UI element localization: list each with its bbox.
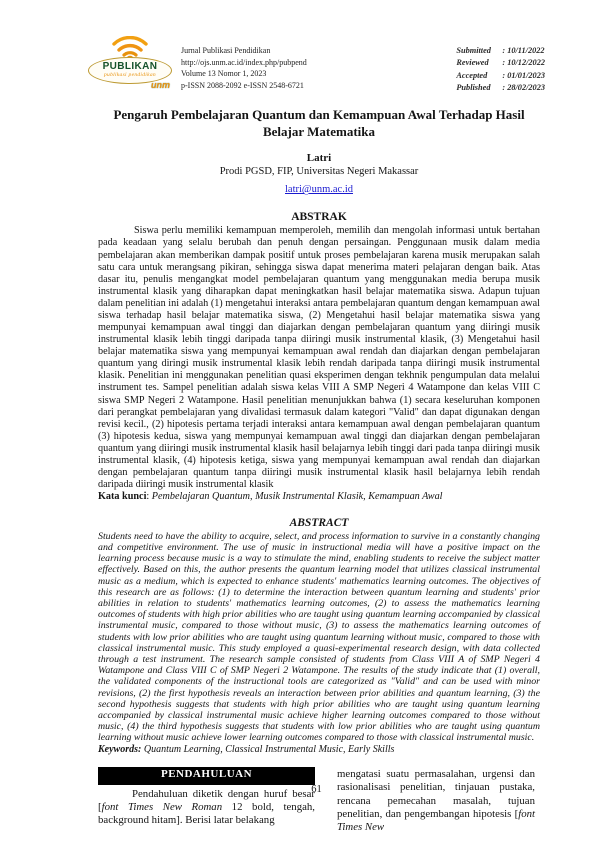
page-header	[0, 0, 600, 95]
author-affiliation: Prodi PGSD, FIP, Universitas Negeri Makassar	[219, 166, 419, 178]
author-email	[98, 178, 540, 198]
paper-title: Pengaruh Pembelajaran Quantum dan Kemampuan Awal Terhadap Hasil Belajar Matematika	[113, 106, 525, 139]
keywords-value: Quantum Learning, Classical Instrumental Music, Early Skills	[143, 744, 395, 756]
page-number: 61	[311, 784, 322, 795]
email-link[interactable]: latri@unm.ac.id	[285, 184, 353, 196]
date-accepted: Accepted : 01/01/2023	[456, 70, 545, 80]
submission-dates	[456, 36, 545, 95]
right-column-paragraph: mengatasi suatu permasalahan, urgensi dan rasionalisasi penelitian, tinjauan pustaka, rencana pemecahan masalah, tujuan penelitian, dan pengembangan hipotesis [font Times New	[337, 767, 535, 834]
abstract-heading: ABSTRACT	[289, 516, 349, 529]
abstract-body	[98, 531, 540, 744]
kata-kunci-label: Kata kunci	[98, 491, 147, 503]
logo-unm-text: unm	[151, 80, 170, 90]
abstrak-heading: ABSTRAK	[291, 211, 347, 224]
date-submitted: Submitted : 10/11/2022	[456, 46, 545, 55]
date-reviewed: Reviewed : 10/12/2022	[456, 58, 545, 68]
left-column-paragraph: Pendahuluan diketik dengan huruf besar [font Times New Roman 12 bold, tengah, background hitam]. Berisi latar belakang	[98, 787, 315, 827]
journal-info	[181, 36, 307, 91]
kata-kunci-value: Pembelajaran Quantum, Musik Instrumental Klasik, Kemampuan Awal	[151, 491, 443, 503]
journal-url: http://ojs.unm.ac.id/index.php/pubpend	[181, 57, 307, 67]
publikan-logo	[88, 36, 174, 92]
date-published: Published : 28/02/2023	[456, 83, 545, 93]
body-columns	[98, 767, 535, 835]
kata-kunci-line: Kata kunci: Pembelajaran Quantum, Musik Instrumental Klasik, Kemampuan Awal	[98, 491, 443, 503]
journal-issn: p-ISSN 2088-2092 e-ISSN 2548-6721	[181, 80, 304, 90]
keywords-line	[98, 744, 540, 757]
logo-tagline: publikasi pendidikan	[104, 72, 156, 79]
journal-volume: Volume 13 Nomor 1, 2023	[181, 69, 267, 79]
abstract-paragraph: Students need to have the ability to acquire, select, and process information to survive in a constantly changing and competitive environment. The use of music in instructional media will have a positive impact on the learning process because music is a way to stimulate the mind, enabling students to receive the subject matter effectively. Based on this, the author presents the quantum learning model that utilizes classical instrumental music as a medium, which is expected to enhance students' mathematics learning outcomes. The objectives of this research are as follows: (1) to determine the interaction between quantum learning and students' prior abilities in relation to students' mathematics learning outcomes, (2) to assess the mathematics learning outcomes of students with high prior abilities who are taught using quantum learning accompanied by classical instrumental music, compared to those without music, (3) to assess the mathematics learning outcomes of students with low prior abilities who are taught using quantum learning without music, compared to those with classical instrumental music. This study employed a quasi-experimental research design, with data collected through a test instrument. The research sample consisted of students from Class VIII A of SMP Negeri 4 Watampone and Class VIII C of SMP Negeri 2 Watampone. The results of the study indicate that (1) overall, the validated components of the instructional tools are categorized as "Valid" and can be used with minor revisions, (2) the first hypothesis reveals an interaction between prior abilities and quantum learning, (3) the second hypothesis suggests that students with high prior abilities who are taught using quantum learning accompanied by classical instrumental music achieve higher learning outcomes compared to those without music, (4) the third hypothesis suggests that students with low prior abilities who are taught using quantum learning without music achieve lower learning outcomes compared to those with classical instrumental music.	[98, 530, 540, 744]
journal-name: Jurnal Publikasi Pendidikan	[181, 46, 271, 55]
author-name: Latri	[306, 151, 332, 164]
right-column	[337, 767, 535, 835]
logo-wordmark: PUBLIKAN	[102, 61, 158, 73]
abstrak-body	[98, 225, 540, 491]
author-block	[98, 152, 540, 199]
abstrak-paragraph: Siswa perlu memiliki kemampuan memperoleh, memilih dan mengolah informasi untuk bertahan pada keadaan yang selalu berubah dan penuh dengan persaingan. Penggunaan musik dalam media pembelajaran akan memberikan dampak positif untuk proses pembelajaran karena musik merupakan salah satu cara untuk merangsang pikiran, sehingga siswa dapat menerima materi pelajaran dengan baik. Atas dasar itu, penulis mengangkat model pembelajaran quantum yang menggunakan media berupa musik instrumental klasik yang diharapkan dapat meningkatkan hasil belajar matematika siswa. Adapun tujuan dalam penelitian ini adalah (1) mengetahui interaksi antara pembelajaran quantum dengan kemampuan awal siswa terhadap hasil belajar matematika siswa, (2) Mengetahui hasil belajar matematika siswa yang mempunyai kemampuan awal tinggi dan diajarkan dengan pembelajaran quantum yang diiringi musik instrumental klasik lebih tinggi daripada tanpa diiringi musik instrumental klasik, (3) Mengetahui hasil belajar matematika siswa yang mempunyai kemampuan awal rendah dan diajarkan dengan pembelajaran quantum yang diringi musik instrumental klasik lebih rendah daripada tanpa diiringi musik instrumental klasik. Penelitian ini menggunakan penelitian quasi eksperimen dengan tekhnik pengumpulan data melalui instrument tes. Sampel penelitian adalah siswa kelas VIII A SMP Negeri 4 Watampone dan kelas VIII C siswa SMP Negeri 2 Watampone. Hasil penelitian menunjukkan bahwa (1) secara keseluruhan komponen dari perangkat pembelajaran yang divalidasi termasuk dalam kategori "Valid" dan dapat digunakan dengan revisi kecil., (2) hipotesis pertama terjadi interaksi antara kemampuan awal dengan pembelajaran quantum (3) hipotesis kedua, siswa yang mempunyai kemampuan awal tinggi dan diajarkan dengan pembelajaran quantum yang diiringi musik instrumental klasik hasil belajarnya lebih tinggi dari pada tanpa diiringi musik instrumental klasik, (4) hipotesis ketiga, siswa yang mempunyai kemampuan awal rendah dan diajarkan dengan pembelajaran quantum tanpa diiringi musik instrumental klasik hasil belajarnya lebih rendah daripada diiringi musik instrumental klasik	[98, 225, 540, 491]
left-column	[98, 767, 315, 835]
keywords-label: Keywords:	[98, 744, 144, 756]
section-heading-pendahuluan: PENDAHULUAN	[98, 767, 315, 785]
